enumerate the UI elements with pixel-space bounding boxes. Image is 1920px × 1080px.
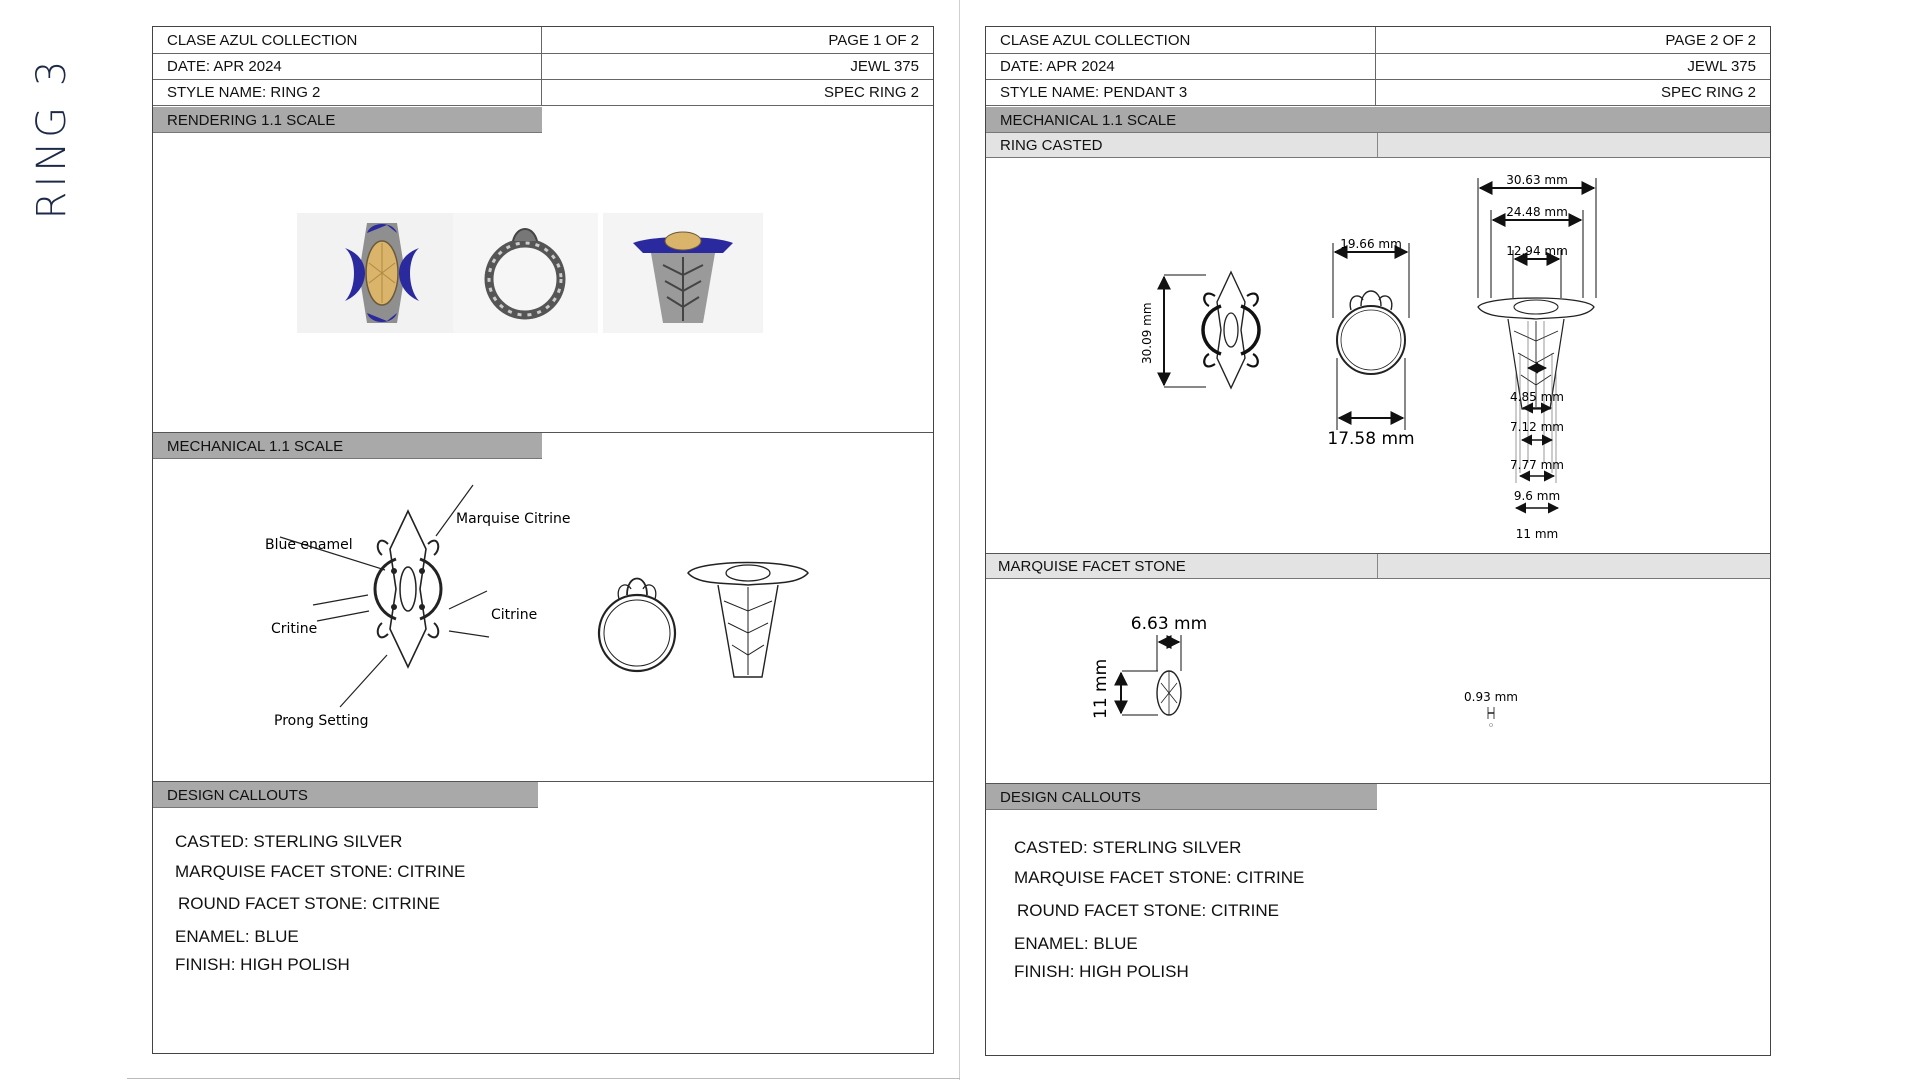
label-citrine: Citrine — [491, 607, 538, 623]
header-row-3 — [986, 79, 1770, 106]
label-marquise-citrine: Marquise Citrine — [456, 511, 571, 527]
header-row-2 — [153, 53, 933, 80]
callout-casted: CASTED: STERLING SILVER — [1014, 838, 1242, 857]
dim-small-stone: 0.93 mm — [1464, 690, 1518, 704]
dim-shank-5: 11 mm — [1515, 527, 1559, 541]
page-spine — [959, 0, 960, 1080]
rendering-side-view — [453, 213, 598, 333]
ring-front-render-icon — [297, 213, 467, 333]
rendering-front-view — [297, 213, 467, 333]
subsection-marquise-label: MARQUISE FACET STONE — [998, 558, 1186, 575]
header-date: DATE: APR 2024 — [167, 58, 282, 75]
dim-shank-3: 7.77 mm — [1510, 458, 1564, 472]
ring-top-render-icon — [603, 213, 763, 333]
header-page-number: PAGE 1 OF 2 — [828, 32, 919, 49]
section-mechanical-title: MECHANICAL 1.1 SCALE — [153, 433, 542, 459]
callout-finish: FINISH: HIGH POLISH — [175, 955, 350, 974]
spec-sheet-page-1 — [152, 26, 934, 1054]
callout-casted: CASTED: STERLING SILVER — [175, 832, 403, 851]
label-critine: Critine — [271, 621, 318, 637]
ring-side-line-drawing-icon — [599, 579, 675, 672]
header-divider — [1375, 27, 1376, 53]
header-style-name: STYLE NAME: RING 2 — [167, 84, 321, 101]
spec-sheet-page-2 — [985, 26, 1771, 1056]
stone-dimension-drawing — [986, 579, 1770, 779]
ring-side-dimension-icon — [1337, 291, 1405, 374]
marquise-stone-icon — [1157, 671, 1181, 715]
header-date: DATE: APR 2024 — [1000, 58, 1115, 75]
subsection-divider — [1377, 554, 1378, 578]
dim-stone-height: 11 mm — [1091, 658, 1111, 719]
header-style-name: STYLE NAME: PENDANT 3 — [1000, 84, 1188, 101]
header-row-1 — [986, 27, 1770, 54]
header-collection: CLASE AZUL COLLECTION — [167, 32, 358, 49]
dim-shank-2: 7.12 mm — [1510, 420, 1564, 434]
label-prong-setting: Prong Setting — [274, 713, 369, 729]
header-row-2 — [986, 53, 1770, 80]
callout-enamel: ENAMEL: BLUE — [1014, 934, 1138, 953]
callout-marquise-stone: MARQUISE FACET STONE: CITRINE — [175, 862, 466, 881]
dim-ring-bottom-width: 17.58 mm — [1327, 429, 1415, 449]
dim-top-width-2: 24.48 mm — [1506, 205, 1568, 219]
dim-top-width-1: 30.63 mm — [1506, 173, 1568, 187]
header-divider — [1375, 53, 1376, 79]
label-blue-enamel: Blue enamel — [265, 537, 353, 553]
page-baseline — [127, 1078, 960, 1079]
header-code: JEWL 375 — [1687, 58, 1756, 75]
header-row-3 — [153, 79, 933, 106]
subsection-divider — [1377, 133, 1378, 157]
section-callouts-title: DESIGN CALLOUTS — [153, 782, 538, 808]
header-divider — [541, 53, 542, 79]
header-code: JEWL 375 — [850, 58, 919, 75]
section-callouts-title: DESIGN CALLOUTS — [986, 784, 1377, 810]
side-title-text: RING 3 — [29, 56, 75, 220]
ring-casted-dimension-drawing — [986, 158, 1770, 578]
section-mechanical-title: MECHANICAL 1.1 SCALE — [986, 107, 1770, 133]
side-title — [28, 48, 76, 228]
ring-side-render-icon — [453, 213, 598, 333]
header-page-number: PAGE 2 OF 2 — [1665, 32, 1756, 49]
header-divider — [541, 27, 542, 53]
round-stone-icon — [1488, 707, 1494, 727]
dim-ring-height: 30.09 mm — [1140, 302, 1154, 364]
callout-enamel: ENAMEL: BLUE — [175, 927, 299, 946]
callout-finish: FINISH: HIGH POLISH — [1014, 962, 1189, 981]
header-spec: SPEC RING 2 — [1660, 84, 1756, 101]
subsection-marquise-stone — [986, 554, 1770, 579]
callout-round-stone: ROUND FACET STONE: CITRINE — [1017, 901, 1279, 920]
dim-top-width-3: 12.94 mm — [1506, 244, 1568, 258]
subsection-ring-casted — [986, 133, 1770, 158]
ring-front-line-drawing-icon — [375, 511, 441, 667]
header-collection: CLASE AZUL COLLECTION — [1000, 32, 1191, 49]
header-row-1 — [153, 27, 933, 54]
mechanical-drawing — [153, 459, 933, 759]
dim-shank-4: 9.6 mm — [1513, 489, 1561, 503]
section-rendering-title: RENDERING 1.1 SCALE — [153, 107, 542, 133]
callout-round-stone: ROUND FACET STONE: CITRINE — [178, 894, 440, 913]
dim-stone-width: 6.63 mm — [1130, 614, 1208, 634]
dim-shank-1: 4.85 mm — [1510, 390, 1564, 404]
header-spec: SPEC RING 2 — [823, 84, 919, 101]
rendering-top-view — [603, 213, 763, 333]
header-divider — [541, 79, 542, 105]
subsection-ring-casted-label: RING CASTED — [1000, 137, 1103, 154]
callout-marquise-stone: MARQUISE FACET STONE: CITRINE — [1014, 868, 1305, 887]
ring-front-dimension-icon — [1203, 272, 1259, 388]
header-divider — [1375, 79, 1376, 105]
dim-ring-top-width: 19.66 mm — [1340, 237, 1402, 251]
ring-top-line-drawing-icon — [688, 563, 808, 678]
